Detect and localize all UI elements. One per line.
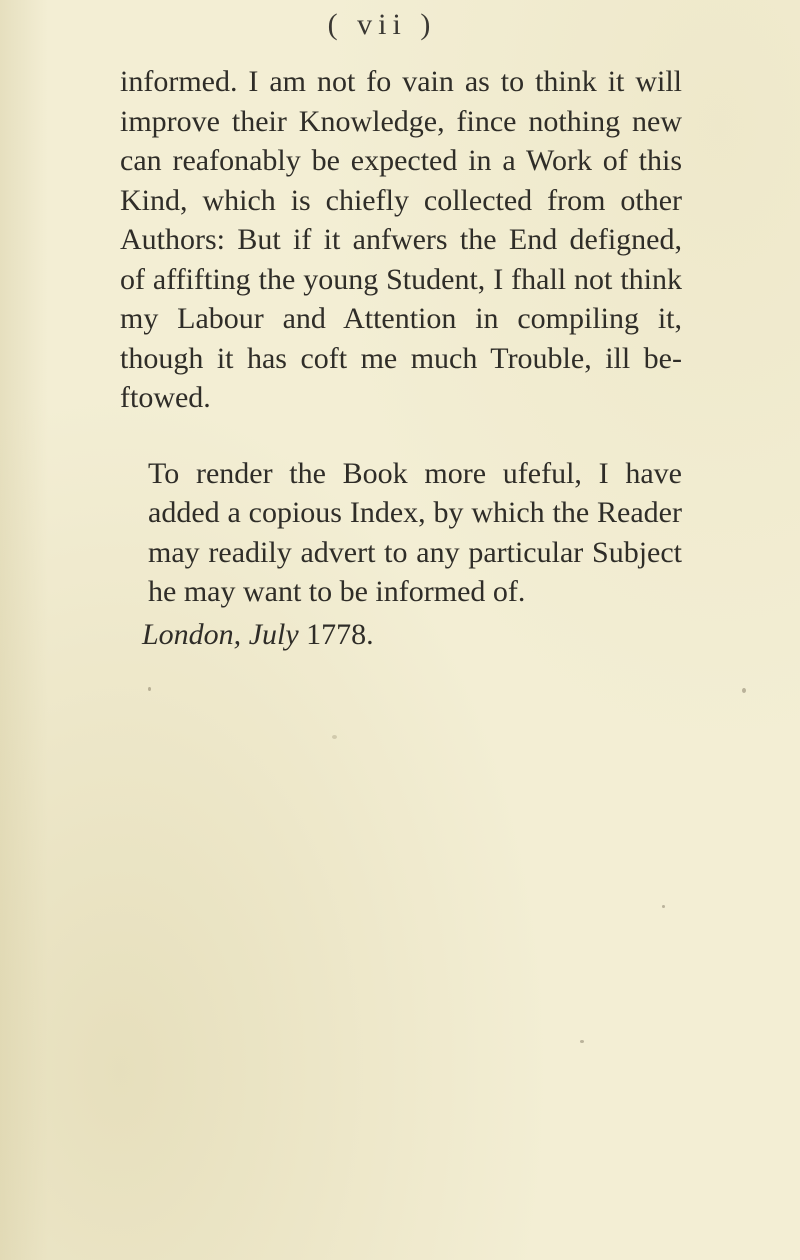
paper-speck bbox=[332, 735, 337, 739]
text-line: ftowed. bbox=[120, 381, 211, 414]
text-line: Kind, which is chiefly collected from other bbox=[120, 183, 682, 217]
paper-speck bbox=[580, 1040, 584, 1043]
dateline-month: July bbox=[248, 618, 299, 651]
text-line: can reafonably be expected in a Work of this bbox=[120, 144, 682, 177]
text-line: he may want to be informed of. bbox=[148, 575, 526, 608]
dateline-year: 1778. bbox=[306, 618, 374, 651]
text-line: To render the Book more ufeful, I have bbox=[148, 456, 682, 490]
text-line: Authors: But if it anfwers the End defigned, bbox=[120, 223, 682, 256]
text-line: my Labour and Attention in compiling it, bbox=[120, 302, 682, 335]
paper-speck bbox=[662, 905, 665, 908]
paragraph-1 bbox=[120, 62, 682, 418]
text-line: though it has coft me much Trouble, ill be- bbox=[120, 341, 682, 375]
paper-speck bbox=[148, 687, 151, 691]
dateline bbox=[142, 618, 374, 652]
text-line: improve their Knowledge, fince nothing new bbox=[120, 104, 682, 138]
body-text bbox=[120, 62, 682, 612]
text-line: added a copious Index, by which the Reader bbox=[148, 496, 682, 529]
text-line: may readily advert to any particular Subject bbox=[148, 535, 682, 569]
paper-speck bbox=[742, 688, 746, 693]
paragraph-2 bbox=[120, 454, 682, 612]
text-line: of affifting the young Student, I fhall not think bbox=[120, 262, 682, 296]
dateline-place: London, bbox=[142, 618, 242, 651]
text-line: informed. I am not fo vain as to think it will bbox=[120, 65, 682, 98]
page-number: ( vii ) bbox=[327, 8, 437, 41]
